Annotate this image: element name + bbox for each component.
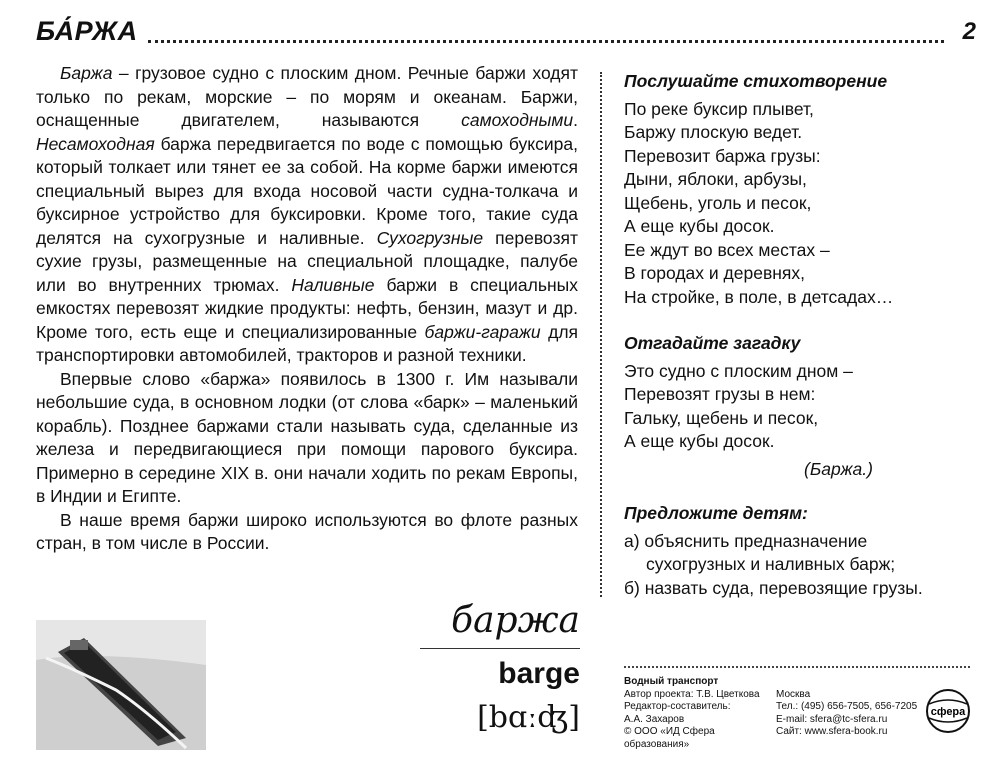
right-column <box>624 70 970 598</box>
article-paragraph-2: Впервые слово «баржа» появилось в 1300 г. Им называли небольшие суда, в основном лодки (от слова «барк» – маленький корабль). Позднее баржами стали называть суда, сделанные из железа и передвигающиеся при помощи парового буксира. Примерно в середине XIX в. они начали ходить по рекам Европы, в Индии и Египте. <box>36 368 578 506</box>
article-term: Наливные <box>291 274 375 295</box>
article-text-run: – грузовое судно с плоским дном. Речные баржи ходят только по рекам, морские – по морям и океанам. Баржи, оснащенные двигателем, называются <box>36 63 578 130</box>
poem-line: По реке буксир плывет, <box>624 98 814 119</box>
footer-contact-line: Тел.: (495) 656-7505, 656-7205 <box>776 701 918 712</box>
riddle-line: Перевозят грузы в нем: <box>624 384 816 404</box>
article-term: баржи-гаражи <box>424 321 541 342</box>
barge-photo <box>36 620 206 750</box>
article-term: Сухогрузные <box>376 227 484 248</box>
article-term: самоходными <box>461 110 574 130</box>
footer-credit-line: Автор проекта: Т.В. Цветкова <box>624 688 760 700</box>
poem-line: Щебень, уголь и песок, <box>624 192 812 213</box>
english-word: barge <box>498 657 580 690</box>
article-term: Несамоходная <box>36 133 155 154</box>
page-title: БА́РЖА <box>36 16 138 46</box>
article-paragraph-3: В наше время баржи широко используются во флоте разных стран, в том числе в России. <box>36 509 578 553</box>
page-number: 2 <box>962 18 976 45</box>
footer-credit-line: © ООО «ИД Сфера образования» <box>624 726 715 750</box>
footer-series: Водный транспорт <box>624 676 719 687</box>
transcription: [bɑːʤ] <box>477 700 580 735</box>
task-item: а) объяснить предназначение сухогрузных и наливных барж; <box>624 530 896 574</box>
footer-contact-line: Москва <box>776 688 811 700</box>
header-dotted-rule <box>148 40 944 43</box>
footer-contacts <box>776 676 926 739</box>
poem-heading: Послушайте стихотворение <box>624 71 888 91</box>
article-paragraph-1 <box>36 62 578 368</box>
tasks-heading: Предложите детям: <box>624 503 808 523</box>
poem-line: А еще кубы досок. <box>624 216 775 236</box>
poem-line: Дыни, яблоки, арбузы, <box>624 169 807 189</box>
script-word: баржа <box>451 600 580 641</box>
footer-contact-line: Сайт: www.sfera-book.ru <box>776 726 888 737</box>
footer-credits <box>624 676 774 751</box>
article-text-run: для транспортировки автомобилей, тракторов и разной техники. <box>36 321 579 365</box>
sfera-logo-icon <box>925 688 971 734</box>
page-header <box>36 14 976 54</box>
riddle-heading: Отгадайте загадку <box>624 333 801 353</box>
publisher-logo <box>925 688 971 734</box>
poem-line: Баржу плоскую ведет. <box>624 122 803 142</box>
footer-credit-line: А.А. Захаров <box>624 713 685 725</box>
riddle-line: Гальку, щебень и песок, <box>624 407 819 428</box>
script-underline <box>420 648 580 649</box>
poem-line: Перевозит баржа грузы: <box>624 145 821 166</box>
riddle-line: А еще кубы досок. <box>624 431 775 451</box>
column-divider <box>600 72 602 597</box>
logo-text: сфера <box>930 706 966 718</box>
barge-photo-illustration <box>36 620 206 750</box>
article-term: Баржа <box>60 63 113 83</box>
poem <box>624 98 970 310</box>
article-text <box>36 62 578 556</box>
riddle-line: Это судно с плоским дном – <box>624 360 853 381</box>
article-text-run: баржи в специальных емкостях перевозят жидкие продукты: нефть, бензин, мазут и др. Кроме того, есть еще и специализированные <box>36 274 578 342</box>
footer-contact-line: E-mail: sfera@tc-sfera.ru <box>776 713 888 725</box>
task-item: б) назвать суда, перевозящие грузы. <box>624 577 923 598</box>
article-text-run: . <box>573 110 578 130</box>
tasks-block <box>624 502 970 600</box>
footer-dotted-rule <box>624 666 970 668</box>
poem-line: Ее ждут во всех местах – <box>624 239 830 260</box>
riddle-answer: (Баржа.) <box>804 458 873 479</box>
poem-line: На стройке, в поле, в детсадах… <box>624 286 894 307</box>
article-text-run: перевозят сухие грузы, размещенные на специальной площадке, палубе или во внутренних трюмах. <box>36 227 578 295</box>
poem-line: В городах и деревнях, <box>624 263 805 283</box>
riddle-block <box>624 332 970 481</box>
footer-credit-line: Редактор-составитель: <box>624 701 731 712</box>
article-text-run: баржа передвигается по воде с помощью буксира, который толкает или тянет ее за собой. На корме баржи имеются специальный вырез для входа носовой части судна-толкача и буксирное устройство для буксировки. Кроме того, такие суда делятся на сухогрузные и наливные. <box>36 133 578 248</box>
